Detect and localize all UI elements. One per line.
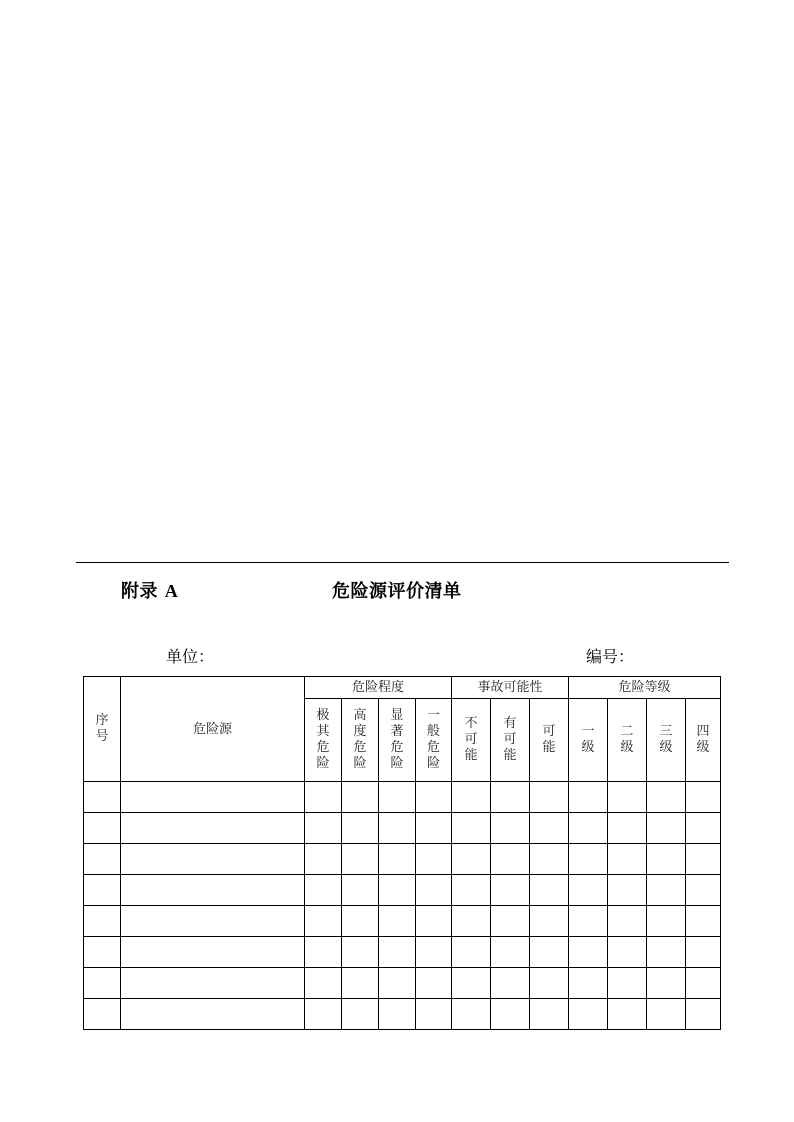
header-sub: 高度危险 [342, 699, 379, 782]
table-cell[interactable] [342, 968, 379, 999]
table-cell[interactable] [379, 844, 416, 875]
header-group-level: 危险等级 [569, 677, 721, 699]
table-row [84, 968, 721, 999]
table-cell[interactable] [647, 813, 686, 844]
table-cell[interactable] [121, 968, 305, 999]
table-cell[interactable] [608, 875, 647, 906]
table-cell[interactable] [305, 813, 342, 844]
table-cell[interactable] [491, 968, 530, 999]
table-cell[interactable] [530, 906, 569, 937]
table-cell[interactable] [530, 782, 569, 813]
table-cell[interactable] [342, 782, 379, 813]
table-cell[interactable] [452, 813, 491, 844]
table-cell[interactable] [121, 844, 305, 875]
table-cell[interactable] [608, 782, 647, 813]
header-group-degree: 危险程度 [305, 677, 452, 699]
table-cell[interactable] [305, 906, 342, 937]
table-cell[interactable] [84, 968, 121, 999]
table-row [84, 999, 721, 1030]
table-cell[interactable] [686, 813, 721, 844]
header-sub: 可能 [530, 699, 569, 782]
table-row [84, 844, 721, 875]
table-cell[interactable] [491, 782, 530, 813]
table-cell[interactable] [452, 782, 491, 813]
header-sub: 三级 [647, 699, 686, 782]
table-row [84, 875, 721, 906]
table-row [84, 937, 721, 968]
table-cell[interactable] [686, 844, 721, 875]
table-cell[interactable] [608, 937, 647, 968]
table-cell[interactable] [416, 999, 452, 1030]
table-row [84, 782, 721, 813]
table-cell[interactable] [121, 906, 305, 937]
table-cell[interactable] [305, 782, 342, 813]
table-cell[interactable] [84, 999, 121, 1030]
table-cell[interactable] [305, 968, 342, 999]
table-cell[interactable] [530, 999, 569, 1030]
table-cell[interactable] [452, 937, 491, 968]
table-cell[interactable] [647, 937, 686, 968]
table-cell[interactable] [452, 999, 491, 1030]
table-cell[interactable] [608, 813, 647, 844]
document-title: 危险源评价清单 [332, 581, 462, 602]
table-cell[interactable] [569, 782, 608, 813]
table-cell[interactable] [452, 968, 491, 999]
table-cell[interactable] [379, 782, 416, 813]
table-cell[interactable] [84, 813, 121, 844]
table-cell[interactable] [530, 968, 569, 999]
table-cell[interactable] [530, 937, 569, 968]
table-cell[interactable] [84, 844, 121, 875]
table-cell[interactable] [305, 999, 342, 1030]
unit-label: 单位： [166, 647, 215, 666]
table-cell[interactable] [569, 906, 608, 937]
table-cell[interactable] [647, 844, 686, 875]
table-cell[interactable] [416, 782, 452, 813]
table-cell[interactable] [452, 906, 491, 937]
table-cell[interactable] [686, 937, 721, 968]
table-cell[interactable] [686, 906, 721, 937]
table-cell[interactable] [569, 875, 608, 906]
table-cell[interactable] [608, 906, 647, 937]
table-cell[interactable] [647, 999, 686, 1030]
table-cell[interactable] [342, 937, 379, 968]
table-cell[interactable] [608, 999, 647, 1030]
table-cell[interactable] [491, 999, 530, 1030]
table-cell[interactable] [608, 844, 647, 875]
table-cell[interactable] [416, 813, 452, 844]
header-sub: 不可能 [452, 699, 491, 782]
table-cell[interactable] [379, 906, 416, 937]
header-sub: 一级 [569, 699, 608, 782]
table-cell[interactable] [84, 875, 121, 906]
table-cell[interactable] [569, 968, 608, 999]
table-cell[interactable] [647, 875, 686, 906]
header-sub: 有可能 [491, 699, 530, 782]
table-cell[interactable] [686, 999, 721, 1030]
table-cell[interactable] [379, 999, 416, 1030]
table-cell[interactable] [491, 844, 530, 875]
table-cell[interactable] [121, 937, 305, 968]
table-cell[interactable] [686, 875, 721, 906]
table-cell[interactable] [491, 937, 530, 968]
table-cell[interactable] [379, 968, 416, 999]
table-cell[interactable] [121, 813, 305, 844]
header-sub: 二级 [608, 699, 647, 782]
table-cell[interactable] [342, 875, 379, 906]
table-cell[interactable] [416, 937, 452, 968]
table-cell[interactable] [647, 906, 686, 937]
table-cell[interactable] [416, 968, 452, 999]
table-row [84, 813, 721, 844]
table-cell[interactable] [84, 937, 121, 968]
table-cell[interactable] [569, 937, 608, 968]
table-cell[interactable] [647, 968, 686, 999]
header-seq: 序号 [84, 677, 121, 782]
table-cell[interactable] [491, 875, 530, 906]
header-sub: 四级 [686, 699, 721, 782]
table-cell[interactable] [647, 782, 686, 813]
header-sub: 极其危险 [305, 699, 342, 782]
table-cell[interactable] [121, 875, 305, 906]
table-cell[interactable] [379, 813, 416, 844]
table-cell[interactable] [530, 813, 569, 844]
table-row [84, 906, 721, 937]
table-cell[interactable] [379, 937, 416, 968]
table-cell[interactable] [569, 813, 608, 844]
table-cell[interactable] [416, 875, 452, 906]
table-cell[interactable] [342, 906, 379, 937]
table-cell[interactable] [686, 968, 721, 999]
table-cell[interactable] [530, 875, 569, 906]
hazard-evaluation-table [83, 676, 721, 1030]
table-cell[interactable] [416, 844, 452, 875]
table-cell[interactable] [569, 844, 608, 875]
table-cell[interactable] [491, 813, 530, 844]
code-label: 编号： [586, 647, 635, 666]
table-cell[interactable] [686, 782, 721, 813]
header-source: 危险源 [121, 677, 305, 782]
table-cell[interactable] [121, 999, 305, 1030]
table-cell[interactable] [305, 844, 342, 875]
header-sub: 一般危险 [416, 699, 452, 782]
table-cell[interactable] [379, 875, 416, 906]
table-cell[interactable] [121, 782, 305, 813]
table-cell[interactable] [305, 937, 342, 968]
table-cell[interactable] [84, 906, 121, 937]
table-cell[interactable] [452, 875, 491, 906]
table-cell[interactable] [342, 999, 379, 1030]
table-cell[interactable] [84, 782, 121, 813]
table-cell[interactable] [342, 844, 379, 875]
table-cell[interactable] [608, 968, 647, 999]
table-cell[interactable] [530, 844, 569, 875]
appendix-label: 附录 A [121, 581, 179, 602]
header-group-likelihood: 事故可能性 [452, 677, 569, 699]
table-cell[interactable] [416, 906, 452, 937]
table-cell[interactable] [342, 813, 379, 844]
table-cell[interactable] [491, 906, 530, 937]
table-cell[interactable] [305, 875, 342, 906]
table-cell[interactable] [569, 999, 608, 1030]
header-rule [76, 562, 729, 563]
table-cell[interactable] [452, 844, 491, 875]
header-sub: 显著危险 [379, 699, 416, 782]
